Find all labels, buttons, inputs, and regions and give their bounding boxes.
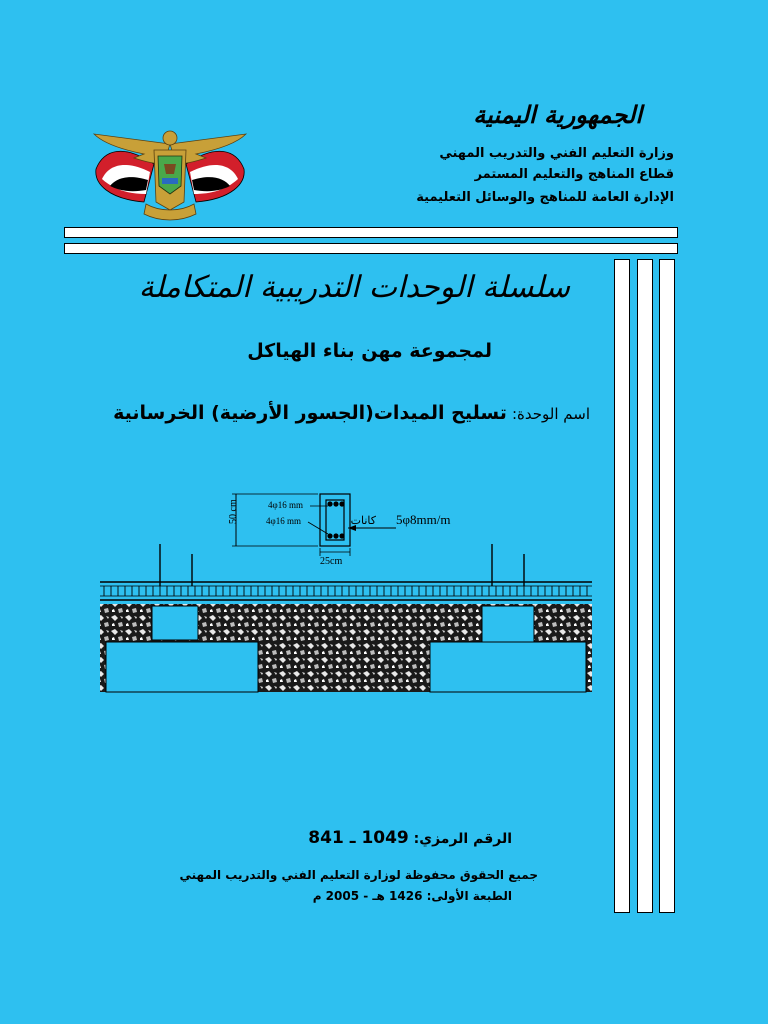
ministry-name: وزارة التعليم الفني والتدريب المهني xyxy=(439,146,674,161)
yemen-emblem xyxy=(84,124,256,224)
height-label: 50 cm xyxy=(228,499,239,524)
series-title: سلسلة الوحدات التدريبية المتكاملة xyxy=(138,270,570,305)
frame-bar-right-1 xyxy=(614,259,630,913)
beam-drawing xyxy=(96,488,596,696)
bottom-bars-label: 4φ16 mm xyxy=(266,516,301,526)
department-name: الإدارة العامة للمناهج والوسائل التعليمية xyxy=(416,190,674,205)
edition-text: الطبعة الأولى: 1426 هـ - 2005 م xyxy=(312,889,512,903)
top-bars-label: 4φ16 mm xyxy=(268,500,303,510)
frame-bar-right-2 xyxy=(637,259,653,913)
group-title: لمجموعة مهن بناء الهياكل xyxy=(247,340,492,362)
rights-text: جميع الحقوق محفوظة لوزارة التعليم الفني والتدريب المهني xyxy=(179,868,538,882)
republic-title: الجمهورية اليمنية xyxy=(473,100,642,129)
unit-label: اسم الوحدة: xyxy=(511,405,590,423)
code-line xyxy=(308,828,512,848)
width-label: 25cm xyxy=(320,556,343,567)
stirrups-label: كانات xyxy=(350,515,376,527)
unit-name: تسليح الميدات(الجسور الأرضية) الخرسانية xyxy=(113,402,507,424)
sector-name: قطاع المناهج والتعليم المستمر xyxy=(474,167,674,182)
frame-bar-top-1 xyxy=(64,227,678,238)
stirrups-value: 5φ8mm/m xyxy=(396,512,451,527)
code-label: الرقم الرمزي: xyxy=(413,831,512,847)
frame-bar-right-3 xyxy=(659,259,675,913)
frame-bar-top-2 xyxy=(64,243,678,254)
code-value: 1049 ـ 841 xyxy=(308,828,409,848)
unit-title xyxy=(113,402,590,424)
